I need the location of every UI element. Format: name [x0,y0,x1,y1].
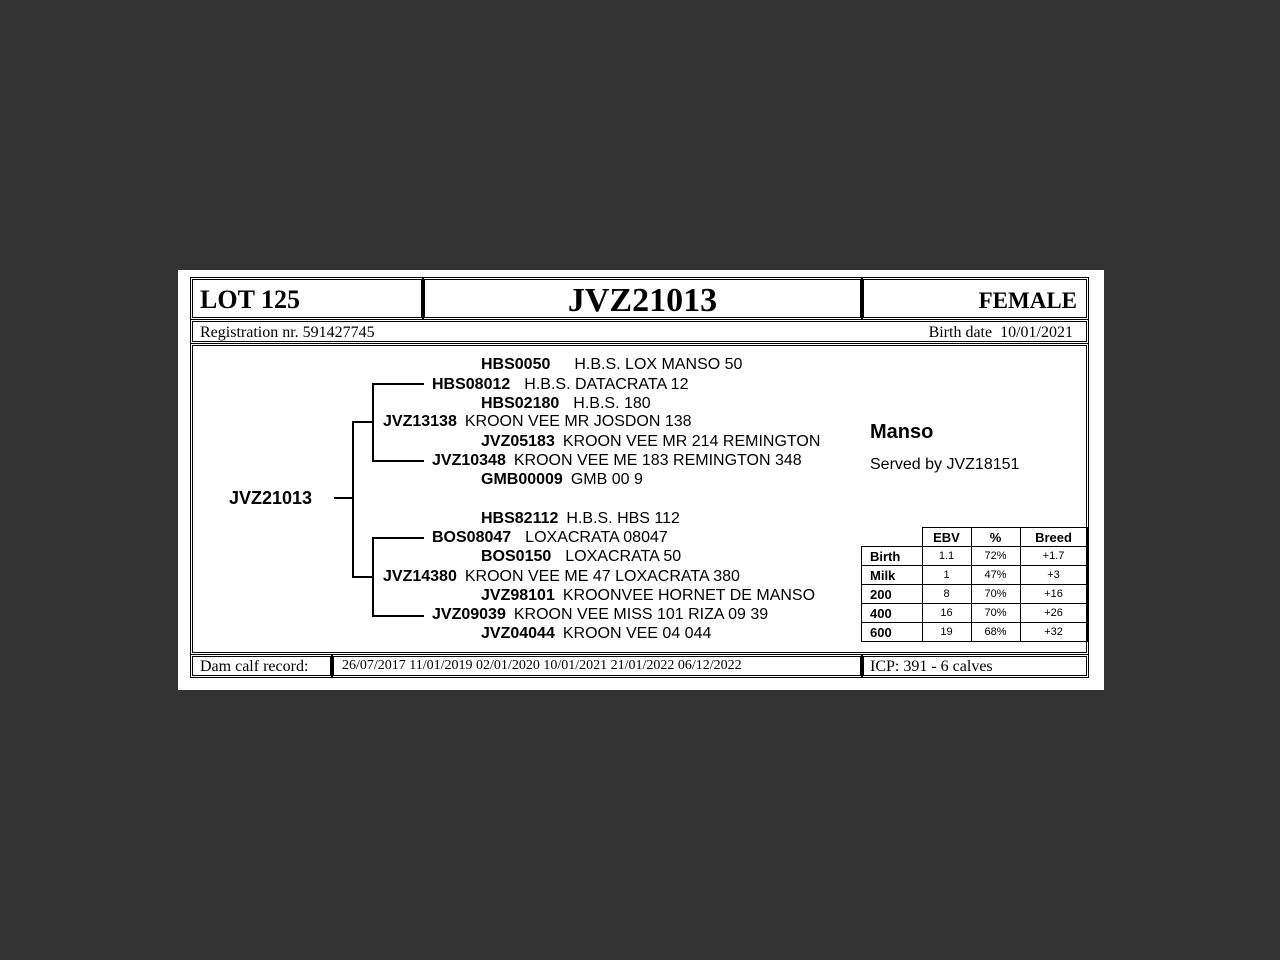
breed-note: Manso [870,421,934,443]
animal-name: GMB 00 9 [570,471,643,488]
connector-parents-vertical [352,421,354,578]
ebv-table [861,527,1088,642]
animal-name: KROON VEE 04 044 [562,625,712,641]
pedigree-dam-sire [432,530,668,546]
ebv-row-label: Birth [862,547,923,566]
animal-id: JVZ13138 [383,413,457,430]
animal-id: HBS02180 [481,395,560,412]
animal-id: JVZ04044 [481,625,555,641]
connector-sire-sire [372,383,424,385]
ebv-accuracy: 47% [971,566,1020,585]
connector-sire-tick [352,421,372,423]
animal-name: H.B.S. DATACRATA 12 [524,376,689,393]
animal-id: HBS0050 [481,356,551,373]
ebv-row-label: 200 [862,585,923,604]
animal-id: JVZ14380 [383,568,457,585]
connector-sire-vertical [372,383,374,461]
pedigree-sire-sire-sire [481,357,742,373]
birth-date-label: Birth date [928,324,993,341]
animal-id: JVZ09039 [432,606,506,623]
animal-name: H.B.S. 180 [573,395,651,412]
pedigree-sire-dam-dam [481,472,643,488]
connector-dam-tick [352,576,372,578]
ebv-value: 1 [922,566,971,585]
animal-id-title: JVZ21013 [567,282,718,319]
pedigree-clip [478,625,858,641]
animal-id: BOS08047 [432,529,512,546]
ebv-breed-avg: +1.7 [1020,547,1087,566]
pedigree-subject: JVZ21013 [229,488,313,508]
birth-date [929,325,1073,341]
connector-dam-dam [372,615,424,617]
animal-name: KROON VEE MR JOSDON 138 [464,413,692,430]
ebv-row [862,604,1088,623]
served-by-note: Served by JVZ18151 [870,456,1020,473]
ebv-header-breed: Breed [1020,528,1087,547]
animal-name: KROON VEE ME 183 REMINGTON 348 [513,452,802,469]
registration-number: Registration nr. 591427745 [200,324,375,341]
birth-date-value: 10/01/2021 [1000,324,1073,341]
ebv-row [862,623,1088,642]
animal-name: KROON VEE MISS 101 RIZA 09 39 [513,606,769,623]
ebv-value: 19 [922,623,971,642]
calf-dates: 26/07/2017 11/01/2019 02/01/2020 10/01/2021 21/01/2022 06/12/2022 [342,658,742,673]
ebv-row-label: 400 [862,604,923,623]
animal-name: KROONVEE HORNET DE MANSO [562,587,816,604]
ebv-accuracy: 68% [971,623,1020,642]
icp-summary: ICP: 391 - 6 calves [870,658,993,675]
connector-dam-vertical [372,537,374,616]
animal-id: JVZ10348 [432,452,506,469]
animal-id: HBS08012 [432,376,511,393]
ebv-breed-avg: +16 [1020,585,1087,604]
animal-name: LOXACRATA 50 [565,548,682,565]
lot-number: LOT 125 [200,285,300,314]
connector-sire-dam [372,460,424,462]
animal-name: LOXACRATA 08047 [525,529,668,546]
ebv-value: 8 [922,585,971,604]
ebv-row [862,566,1088,585]
ebv-accuracy: 72% [971,547,1020,566]
ebv-row [862,547,1088,566]
pedigree-dam-dam [432,607,768,623]
pedigree-sire-dam [432,453,802,469]
ebv-header-pct: % [971,528,1020,547]
pedigree-dam-dam-sire [481,588,815,604]
animal-name: KROON VEE MR 214 REMINGTON [562,433,821,450]
animal-id: GMB00009 [481,471,563,488]
ebv-breed-avg: +32 [1020,623,1087,642]
ebv-row-label: Milk [862,566,923,585]
pedigree-sire-sire [432,377,688,393]
pedigree-dam-sire-dam [481,549,681,565]
connector-subject [334,497,352,499]
pedigree-sire-dam-sire [481,434,820,450]
ebv-header-ebv: EBV [922,528,971,547]
ebv-row [862,585,1088,604]
animal-id: BOS0150 [481,548,552,565]
animal-id: JVZ05183 [481,433,555,450]
ebv-accuracy: 70% [971,585,1020,604]
lot-card [178,270,1104,690]
ebv-accuracy: 70% [971,604,1020,623]
animal-name: H.B.S. LOX MANSO 50 [574,356,743,373]
ebv-value: 1.1 [922,547,971,566]
pedigree-dam-sire-sire [481,511,680,527]
ebv-header-row [862,528,1088,547]
pedigree-sire-sire-dam [481,396,651,412]
ebv-corner [862,528,923,547]
pedigree-dam-dam-dam [481,626,711,641]
sex-label: FEMALE [978,288,1077,313]
ebv-row-label: 600 [862,623,923,642]
ebv-value: 16 [922,604,971,623]
animal-id: JVZ98101 [481,587,555,604]
dam-calf-label: Dam calf record: [200,658,309,675]
animal-name: KROON VEE ME 47 LOXACRATA 380 [464,568,740,585]
pedigree-dam [383,569,740,585]
ebv-breed-avg: +3 [1020,566,1087,585]
animal-id: HBS82112 [481,510,559,527]
connector-dam-sire [372,537,424,539]
pedigree-sire [383,414,692,430]
ebv-breed-avg: +26 [1020,604,1087,623]
animal-name: H.B.S. HBS 112 [566,510,680,527]
